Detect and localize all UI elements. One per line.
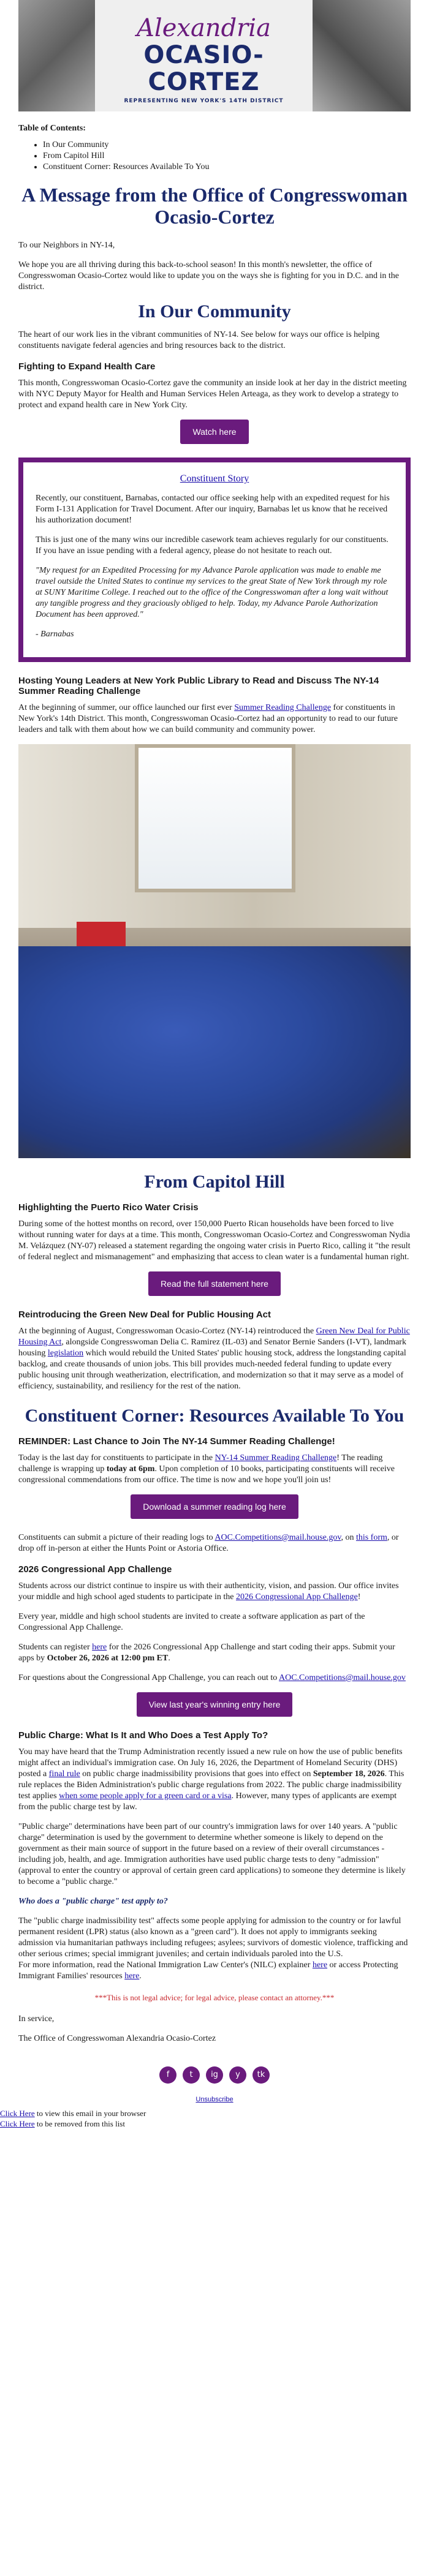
toc-item[interactable]: • In Our Community xyxy=(43,140,411,151)
winning-entry-button[interactable]: View last year's winning entry here xyxy=(137,1692,293,1717)
public-charge-body: You may have heard that the Trump Administration recently issued a new rule on how the use of public benefits might affect an individual's immigration case. On July 16, 2026, the Department of Homeland Security (DHS) posted a final rule on public charge inadmissibility provisions that goes into effect on September 18, 2026. This rule replaces the Biden Administration's public charge regulations from 2022. The public charge inadmissibility test applies when some people apply for a green card or a visa. However, many types of applicants are exempt from the public charge test by law. xyxy=(18,1747,404,1812)
main-title: A Message from the Office of Congresswoman Ocasio-Cortez xyxy=(21,184,408,228)
app-challenge-body: Every year, middle and high school students are invited to create a software application as part of the Congressional App Challenge. xyxy=(18,1612,365,1632)
pif-link[interactable]: here xyxy=(124,1972,140,1981)
nilc-link[interactable]: here xyxy=(312,1960,328,1970)
competitions-email-link[interactable]: AOC.Competitions@mail.house.gov xyxy=(214,1533,341,1542)
competitions-email-link[interactable]: AOC.Competitions@mail.house.gov xyxy=(278,1673,406,1682)
header-photo-left xyxy=(18,0,95,111)
section-title-community: In Our Community xyxy=(138,301,291,322)
public-charge-body: "Public charge" determinations have been part of our country's immigration laws for over 140 years. A "public charge" determination is used by the government to determine whether someone is likely to depend on the government as their main source of support in the future based on a review of their overall circumstances - including job, health, and age. Immigration authorities have used public charge tests to deny "admission" (approval to enter the country or approval of certain green card applications) to someone they determine is likely to become a "public charge." xyxy=(18,1822,406,1886)
app-challenge-register: Students can register here for the 2026 Congressional App Challenge and start coding their apps. Submit your apps by October 26, 2026 at 12:00 pm ET. xyxy=(18,1643,395,1663)
toc-item[interactable]: • Constituent Corner: Resources Available To You xyxy=(43,162,411,173)
footer: Click Here to view this email in your browser Click Here to be removed from this list xyxy=(0,2109,146,2128)
watch-here-button[interactable]: Watch here xyxy=(180,420,248,444)
public-charge-body: The "public charge inadmissibility test" affects some people applying for admission to the country or for lawful permanent resident (LPR) status (also known as a "green card"). It does not apply to immigrants seeking admission via humanitarian pathways including refugees; asylees; survivors of domestic violence, trafficking and other serious crimes; special immigrant juveniles; and certain individuals paroled into the U.S. xyxy=(18,1916,408,1959)
section-title-corner: Constituent Corner: Resources Available To You xyxy=(25,1406,404,1426)
header-photo-right xyxy=(313,0,411,111)
header-name-block: OCASIO-CORTEZ xyxy=(143,41,264,96)
facebook-icon[interactable]: f xyxy=(159,2066,177,2084)
pr-water-body: During some of the hottest months on record, over 150,000 Puerto Rican households have been forced to live without running water for days at a time. This month, Congresswoman Ocasio-Cortez and Congresswoman Nydia M. Velázquez (NY-07) released a statement regarding the ongoing water crisis in Puerto Rico, calling it "the result of federal neglect and mismanagement" and emphasizing that access to clean water is a fundamental human right. xyxy=(18,1219,411,1262)
summer-reading-link[interactable]: Summer Reading Challenge xyxy=(234,703,332,712)
header-name-script: Alexandria xyxy=(137,14,271,42)
story-quote: "My request for an Expedited Processing for my Advance Parole application was made to enable me travel outside the United States to continue my services to the great State of New York through my role at SUNY Maritime College. I reached out to the office of the Congresswoman after a long wait without any tangible progress and they graciously obliged to help. Today, my Advance Parole Authorization Document has been approved." xyxy=(36,566,389,619)
health-title: Fighting to Expand Health Care xyxy=(18,361,156,372)
register-here-link[interactable]: here xyxy=(92,1643,107,1652)
view-in-browser-link[interactable]: Click Here xyxy=(0,2109,35,2118)
gnd-act-link[interactable]: Green New Deal for Public Housing Act xyxy=(18,1327,410,1347)
submit-log-body: Constituents can submit a picture of their reading logs to AOC.Competitions@mail.house.gov, on this form, or drop off in-person at either the Hunts Point or Astoria Office. xyxy=(18,1533,399,1553)
constituent-story-box xyxy=(18,458,411,662)
legislation-link[interactable]: legislation xyxy=(47,1349,84,1358)
section-title-capitol: From Capitol Hill xyxy=(144,1172,285,1192)
social-icons xyxy=(18,2066,411,2084)
constituent-story-title[interactable]: Constituent Story xyxy=(180,473,249,484)
signoff-office: The Office of Congresswoman Alexandria Ocasio-Cortez xyxy=(18,2034,216,2043)
read-statement-button[interactable]: Read the full statement here xyxy=(148,1271,281,1296)
this-form-link[interactable]: this form xyxy=(355,1533,387,1542)
greeting: To our Neighbors in NY-14, xyxy=(18,241,115,250)
reading-event-body: At the beginning of summer, our office launched our first ever Summer Reading Challenge for constituents in New York's 14th District. This month, Congresswoman Ocasio-Cortez had an opportunity to read to our future leaders and talk with them about how we can build community and community power. xyxy=(18,703,398,734)
intro-paragraph: We hope you are all thriving during this back-to-school season! In this month's newsletter, the office of Congresswoman Ocasio-Cortez would like to update you on the ways she is fighting for you in D.C. and in the district. xyxy=(18,260,399,292)
health-body: This month, Congresswoman Ocasio-Cortez gave the community an inside look at her day in the district meeting with NYC Deputy Mayor for Health and Human Services Helen Arteaga, as they work to develop a strategy to protect and expand health care in New York City. xyxy=(18,378,407,410)
toc-title: Table of Contents: xyxy=(18,124,86,133)
green-card-link[interactable]: when some people apply for a green card or a visa xyxy=(59,1791,232,1801)
header-logo xyxy=(95,0,313,111)
library-event-photo xyxy=(18,744,411,1158)
header-banner xyxy=(18,0,411,111)
reading-challenge-link[interactable]: NY-14 Summer Reading Challenge xyxy=(214,1453,337,1463)
newsletter-body xyxy=(18,124,411,2103)
story-attribution: - Barnabas xyxy=(36,630,74,639)
download-reading-log-button[interactable]: Download a summer reading log here xyxy=(131,1494,298,1519)
toc-item[interactable]: • From Capitol Hill xyxy=(43,151,411,162)
final-rule-link[interactable]: final rule xyxy=(48,1769,80,1779)
story-paragraph: This is just one of the many wins our incredible casework team achieves regularly for our constituents. If you have an issue pending with a federal agency, please do not hesitate to reach out. xyxy=(36,535,389,555)
tiktok-icon[interactable]: tk xyxy=(252,2066,270,2084)
app-challenge-link[interactable]: 2026 Congressional App Challenge xyxy=(235,1592,358,1602)
gnd-body: At the beginning of August, Congresswoman Ocasio-Cortez (NY-14) reintroduced the Green New Deal for Public Housing Act, alongside Congresswoman Delia C. Ramirez (IL-03) and Senator Bernie Sanders (I-VT), landmark housing legislation which would rebuild the United States' public housing stock, address the longstanding capital backlog, and create thousands of union jobs. This bill provides much-needed federal funding to update every public housing unit through weatherization, electrification, and modernization so that it may serve as a model of efficiency, sustainability, and resiliency for the rest of the nation. xyxy=(18,1327,410,1391)
reading-reminder-title: REMINDER: Last Chance to Join The NY-14 Summer Reading Challenge! xyxy=(18,1436,335,1447)
reading-reminder-body: Today is the last day for constituents to participate in the NY-14 Summer Reading Challenge! The reading challenge is wrapping up today at 6pm. Upon completion of 10 books, participating constituents will receive congressional commendations from our office. The time is now and we hope you'll join us! xyxy=(18,1453,395,1485)
app-challenge-body: Students across our district continue to inspire us with their authenticity, vision, and passion. Our office invites your middle and high school aged students to participate in the 2026 Congressional App Challenge! xyxy=(18,1581,399,1602)
reading-event-title: Hosting Young Leaders at New York Public Library to Read and Discuss The NY-14 Summer Reading Challenge xyxy=(18,676,379,696)
instagram-icon[interactable]: ig xyxy=(206,2066,223,2084)
header-subtitle: REPRESENTING NEW YORK'S 14TH DISTRICT xyxy=(124,98,284,104)
public-charge-title: Public Charge: What Is It and Who Does a Test Apply To? xyxy=(18,1730,268,1741)
public-charge-resources: For more information, read the National Immigration Law Center's (NILC) explainer here or access Protecting Immigrant Families' resources here. xyxy=(18,1960,398,1981)
toc-list xyxy=(18,140,411,173)
twitter-icon[interactable]: t xyxy=(183,2066,200,2084)
community-intro: The heart of our work lies in the vibrant communities of NY-14. See below for ways our office is helping constituents navigate federal agencies and bring resources back to the district. xyxy=(18,330,380,350)
public-charge-question: Who does a "public charge" test apply to? xyxy=(18,1897,168,1906)
gnd-title: Reintroducing the Green New Deal for Public Housing Act xyxy=(18,1309,271,1320)
app-challenge-contact: For questions about the Congressional App Challenge, you can reach out to AOC.Competitions@mail.house.gov xyxy=(18,1673,406,1682)
app-challenge-title: 2026 Congressional App Challenge xyxy=(18,1564,172,1575)
youtube-icon[interactable]: y xyxy=(229,2066,246,2084)
pr-water-title: Highlighting the Puerto Rico Water Crisis xyxy=(18,1202,199,1213)
legal-disclaimer: ***This is not legal advice; for legal advice, please contact an attorney.*** xyxy=(94,1993,335,2002)
signoff-line: In service, xyxy=(18,2014,55,2024)
unsubscribe-link[interactable]: Unsubscribe xyxy=(196,2096,233,2103)
story-paragraph: Recently, our constituent, Barnabas, contacted our office seeking help with an expedited request for his Form I-131 Application for Travel Document. After our inquiry, Barnabas let us know that he received his authorization document! xyxy=(36,494,390,525)
remove-from-list-link[interactable]: Click Here xyxy=(0,2119,35,2128)
